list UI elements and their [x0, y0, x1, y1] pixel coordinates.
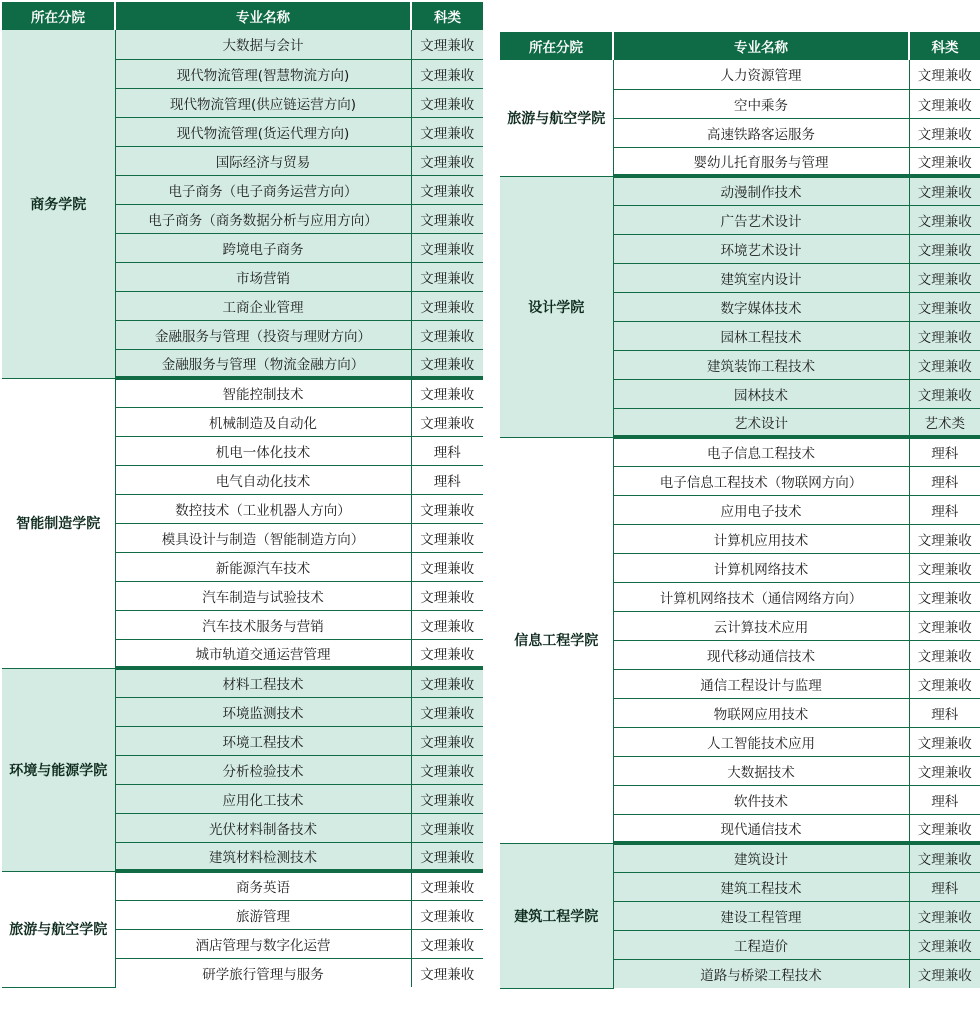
major-name-cell: 大数据与会计	[115, 30, 411, 59]
major-name-cell: 市场营销	[115, 262, 411, 291]
subject-type-cell: 文理兼收	[909, 669, 980, 698]
table-row	[2, 378, 483, 407]
subject-type-cell: 文理兼收	[411, 610, 483, 639]
subject-type-cell: 文理兼收	[411, 262, 483, 291]
major-name-cell: 软件技术	[613, 785, 909, 814]
major-name-cell: 建设工程管理	[613, 901, 909, 930]
subject-type-cell: 文理兼收	[411, 784, 483, 813]
subject-type-cell: 文理兼收	[411, 900, 483, 929]
major-name-cell: 分析检验技术	[115, 755, 411, 784]
school-name-cell: 旅游与航空学院	[500, 60, 613, 176]
major-name-cell: 电子信息工程技术（物联网方向）	[613, 466, 909, 495]
major-name-cell: 计算机网络技术	[613, 553, 909, 582]
table-row	[500, 437, 980, 466]
major-name-cell: 电子商务（商务数据分析与应用方向）	[115, 204, 411, 233]
subject-type-cell: 文理兼收	[909, 640, 980, 669]
major-name-cell: 大数据技术	[613, 756, 909, 785]
table-row	[2, 668, 483, 697]
subject-type-cell: 文理兼收	[909, 147, 980, 176]
subject-type-cell: 理科	[411, 436, 483, 465]
major-name-cell: 人工智能技术应用	[613, 727, 909, 756]
subject-type-cell: 文理兼收	[909, 379, 980, 408]
subject-type-cell: 文理兼收	[909, 263, 980, 292]
subject-type-cell: 文理兼收	[411, 639, 483, 668]
subject-type-cell: 文理兼收	[909, 118, 980, 147]
majors-table-right	[500, 32, 980, 989]
major-name-cell: 现代物流管理(货运代理方向)	[115, 117, 411, 146]
major-name-cell: 环境艺术设计	[613, 234, 909, 263]
subject-type-cell: 文理兼收	[411, 697, 483, 726]
major-name-cell: 云计算技术应用	[613, 611, 909, 640]
subject-type-cell: 文理兼收	[411, 581, 483, 610]
school-name-cell: 设计学院	[500, 176, 613, 437]
major-name-cell: 金融服务与管理（物流金融方向）	[115, 349, 411, 378]
major-name-cell: 建筑工程技术	[613, 872, 909, 901]
subject-type-cell: 文理兼收	[909, 611, 980, 640]
subject-type-cell: 文理兼收	[909, 350, 980, 379]
major-name-cell: 商务英语	[115, 871, 411, 900]
header-school: 所在分院	[500, 32, 613, 60]
subject-type-cell: 文理兼收	[909, 727, 980, 756]
major-name-cell: 智能控制技术	[115, 378, 411, 407]
subject-type-cell: 文理兼收	[411, 842, 483, 871]
subject-type-cell: 文理兼收	[909, 292, 980, 321]
major-name-cell: 高速铁路客运服务	[613, 118, 909, 147]
major-name-cell: 环境监测技术	[115, 697, 411, 726]
major-name-cell: 建筑室内设计	[613, 263, 909, 292]
major-name-cell: 电子商务（电子商务运营方向）	[115, 175, 411, 204]
school-name-cell: 信息工程学院	[500, 437, 613, 843]
subject-type-cell: 文理兼收	[411, 871, 483, 900]
school-name-cell: 旅游与航空学院	[2, 871, 115, 987]
subject-type-cell: 文理兼收	[411, 233, 483, 262]
subject-type-cell: 理科	[909, 872, 980, 901]
header-subject: 科类	[411, 2, 483, 30]
major-name-cell: 数控技术（工业机器人方向）	[115, 494, 411, 523]
subject-type-cell: 文理兼收	[909, 814, 980, 843]
major-name-cell: 人力资源管理	[613, 60, 909, 89]
table-row	[2, 30, 483, 59]
school-name-cell: 商务学院	[2, 30, 115, 378]
subject-type-cell: 文理兼收	[411, 117, 483, 146]
major-name-cell: 广告艺术设计	[613, 205, 909, 234]
subject-type-cell: 文理兼收	[909, 959, 980, 988]
header-major: 专业名称	[115, 2, 411, 30]
subject-type-cell: 理科	[909, 785, 980, 814]
major-name-cell: 道路与桥梁工程技术	[613, 959, 909, 988]
major-name-cell: 汽车技术服务与营销	[115, 610, 411, 639]
major-name-cell: 汽车制造与试验技术	[115, 581, 411, 610]
subject-type-cell: 理科	[909, 466, 980, 495]
major-name-cell: 工商企业管理	[115, 291, 411, 320]
subject-type-cell: 文理兼收	[411, 88, 483, 117]
major-name-cell: 应用化工技术	[115, 784, 411, 813]
major-name-cell: 电子信息工程技术	[613, 437, 909, 466]
subject-type-cell: 文理兼收	[909, 553, 980, 582]
subject-type-cell: 文理兼收	[411, 668, 483, 697]
subject-type-cell: 文理兼收	[411, 552, 483, 581]
major-name-cell: 材料工程技术	[115, 668, 411, 697]
major-name-cell: 应用电子技术	[613, 495, 909, 524]
subject-type-cell: 文理兼收	[909, 582, 980, 611]
major-name-cell: 光伏材料制备技术	[115, 813, 411, 842]
table-header-row	[500, 32, 980, 60]
header-subject: 科类	[909, 32, 980, 60]
subject-type-cell: 文理兼收	[909, 843, 980, 872]
subject-type-cell: 文理兼收	[411, 726, 483, 755]
major-name-cell: 空中乘务	[613, 89, 909, 118]
subject-type-cell: 艺术类	[909, 408, 980, 437]
major-name-cell: 物联网应用技术	[613, 698, 909, 727]
major-name-cell: 建筑材料检测技术	[115, 842, 411, 871]
subject-type-cell: 文理兼收	[909, 524, 980, 553]
major-name-cell: 机电一体化技术	[115, 436, 411, 465]
major-name-cell: 新能源汽车技术	[115, 552, 411, 581]
subject-type-cell: 文理兼收	[411, 204, 483, 233]
major-name-cell: 现代移动通信技术	[613, 640, 909, 669]
subject-type-cell: 文理兼收	[909, 205, 980, 234]
subject-type-cell: 文理兼收	[909, 89, 980, 118]
major-name-cell: 现代通信技术	[613, 814, 909, 843]
major-name-cell: 数字媒体技术	[613, 292, 909, 321]
subject-type-cell: 文理兼收	[909, 756, 980, 785]
subject-type-cell: 理科	[909, 437, 980, 466]
subject-type-cell: 理科	[411, 465, 483, 494]
majors-table-left	[2, 2, 483, 988]
subject-type-cell: 文理兼收	[411, 30, 483, 59]
major-name-cell: 酒店管理与数字化运营	[115, 929, 411, 958]
subject-type-cell: 文理兼收	[909, 901, 980, 930]
table-header-row	[2, 2, 483, 30]
major-name-cell: 动漫制作技术	[613, 176, 909, 205]
subject-type-cell: 文理兼收	[411, 146, 483, 175]
major-name-cell: 计算机应用技术	[613, 524, 909, 553]
major-name-cell: 艺术设计	[613, 408, 909, 437]
subject-type-cell: 文理兼收	[411, 494, 483, 523]
subject-type-cell: 文理兼收	[909, 176, 980, 205]
major-name-cell: 计算机网络技术（通信网络方向）	[613, 582, 909, 611]
subject-type-cell: 文理兼收	[411, 813, 483, 842]
major-name-cell: 婴幼儿托育服务与管理	[613, 147, 909, 176]
major-name-cell: 城市轨道交通运营管理	[115, 639, 411, 668]
subject-type-cell: 文理兼收	[909, 60, 980, 89]
subject-type-cell: 文理兼收	[411, 407, 483, 436]
subject-type-cell: 理科	[909, 495, 980, 524]
subject-type-cell: 文理兼收	[411, 320, 483, 349]
subject-type-cell: 文理兼收	[909, 321, 980, 350]
subject-type-cell: 文理兼收	[411, 291, 483, 320]
major-name-cell: 金融服务与管理（投资与理财方向）	[115, 320, 411, 349]
major-name-cell: 工程造价	[613, 930, 909, 959]
header-major: 专业名称	[613, 32, 909, 60]
major-name-cell: 环境工程技术	[115, 726, 411, 755]
subject-type-cell: 文理兼收	[909, 930, 980, 959]
table-row	[2, 871, 483, 900]
major-name-cell: 现代物流管理(智慧物流方向)	[115, 59, 411, 88]
table-row	[500, 60, 980, 89]
subject-type-cell: 文理兼收	[411, 175, 483, 204]
major-name-cell: 现代物流管理(供应链运营方向)	[115, 88, 411, 117]
subject-type-cell: 文理兼收	[411, 755, 483, 784]
school-name-cell: 建筑工程学院	[500, 843, 613, 988]
major-name-cell: 园林工程技术	[613, 321, 909, 350]
major-name-cell: 园林技术	[613, 379, 909, 408]
major-name-cell: 建筑装饰工程技术	[613, 350, 909, 379]
major-name-cell: 跨境电子商务	[115, 233, 411, 262]
major-name-cell: 电气自动化技术	[115, 465, 411, 494]
subject-type-cell: 文理兼收	[411, 59, 483, 88]
subject-type-cell: 文理兼收	[411, 523, 483, 552]
major-name-cell: 国际经济与贸易	[115, 146, 411, 175]
header-school: 所在分院	[2, 2, 115, 30]
subject-type-cell: 理科	[909, 698, 980, 727]
subject-type-cell: 文理兼收	[411, 958, 483, 987]
subject-type-cell: 文理兼收	[411, 378, 483, 407]
table-row	[500, 176, 980, 205]
subject-type-cell: 文理兼收	[411, 349, 483, 378]
subject-type-cell: 文理兼收	[411, 929, 483, 958]
major-name-cell: 机械制造及自动化	[115, 407, 411, 436]
major-name-cell: 研学旅行管理与服务	[115, 958, 411, 987]
school-name-cell: 智能制造学院	[2, 378, 115, 668]
major-name-cell: 通信工程设计与监理	[613, 669, 909, 698]
school-name-cell: 环境与能源学院	[2, 668, 115, 871]
major-name-cell: 旅游管理	[115, 900, 411, 929]
major-name-cell: 建筑设计	[613, 843, 909, 872]
subject-type-cell: 文理兼收	[909, 234, 980, 263]
table-row	[500, 843, 980, 872]
major-name-cell: 模具设计与制造（智能制造方向）	[115, 523, 411, 552]
